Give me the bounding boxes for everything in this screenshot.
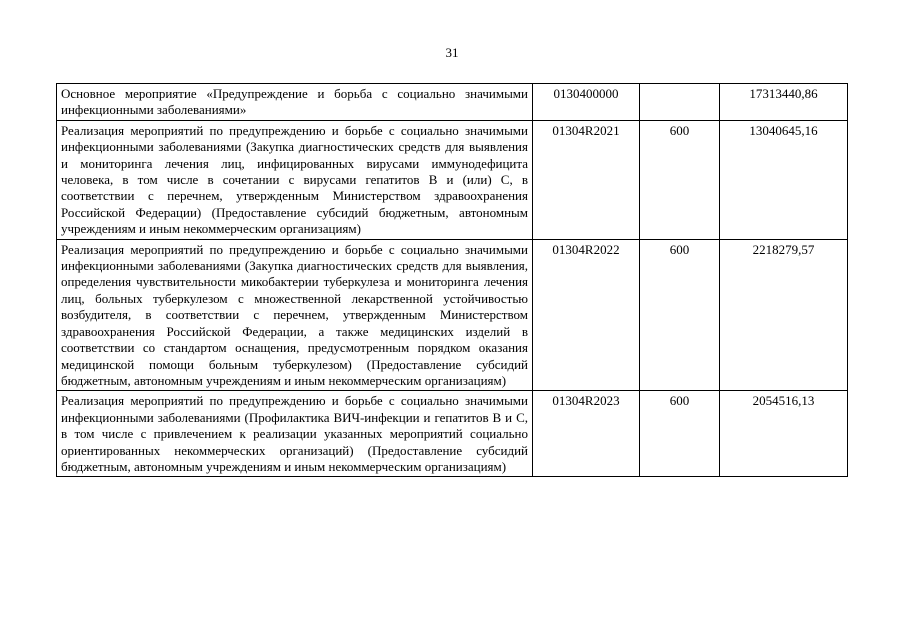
target-code-cell: 01304R2021 (533, 120, 640, 239)
event-name-cell: Реализация мероприятий по предупреждению и борьбе с социально значимыми инфекционными заболеваниями (Закупка диагностических средств для выявления, определения чувствительности микобактерии туберкулеза и мониторинга лечения лиц, больных туберкулезом с множественной лекарственной устойчивостью возбудителя, в соответствии с перечнем, утвержденным Министерством здравоохранения Российской Федерации, а также медицинских изделий в соответствии со стандартом оснащения, предусмотренным порядком оказания медицинской помощи больным туберкулезом) (Предоставление субсидий бюджетным, автономным учреждениям и иным некоммерческим организациям) (57, 239, 533, 391)
amount-cell: 13040645,16 (720, 120, 848, 239)
table-row (57, 391, 848, 477)
target-code-cell: 0130400000 (533, 84, 640, 121)
table-row (57, 120, 848, 239)
expense-type-cell: 600 (640, 239, 720, 391)
amount-cell: 17313440,86 (720, 84, 848, 121)
budget-table (56, 83, 848, 477)
page-number: 31 (445, 45, 459, 60)
event-name-cell: Реализация мероприятий по предупреждению и борьбе с социально значимыми инфекционными заболеваниями (Закупка диагностических средств для выявления и мониторинга лечения лиц, инфицированных вирусами иммунодефицита человека, в том числе в сочетании с вирусами гепатитов В и (или) С, в соответствии с перечнем, утвержденным Министерством здравоохранения Российской Федерации) (Предоставление субсидий бюджетным, автономным учреждениям и иным некоммерческим организациям) (57, 120, 533, 239)
expense-type-cell: 600 (640, 120, 720, 239)
expense-type-cell: 600 (640, 391, 720, 477)
event-name-cell: Реализация мероприятий по предупреждению и борьбе с социально значимыми инфекционными заболеваниями (Профилактика ВИЧ-инфекции и гепатитов В и С, в том числе с привлечением к реализации указанных мероприятий социально ориентированных некоммерческих организаций) (Предоставление субсидий бюджетным, автономным учреждениям и иным некоммерческим организациям) (57, 391, 533, 477)
amount-cell: 2218279,57 (720, 239, 848, 391)
target-code-cell: 01304R2022 (533, 239, 640, 391)
event-name-cell: Основное мероприятие «Предупреждение и борьба с социально значимыми инфекционными заболеваниями» (57, 84, 533, 121)
amount-cell: 2054516,13 (720, 391, 848, 477)
table-row (57, 239, 848, 391)
target-code-cell: 01304R2023 (533, 391, 640, 477)
table-row (57, 84, 848, 121)
expense-type-cell (640, 84, 720, 121)
